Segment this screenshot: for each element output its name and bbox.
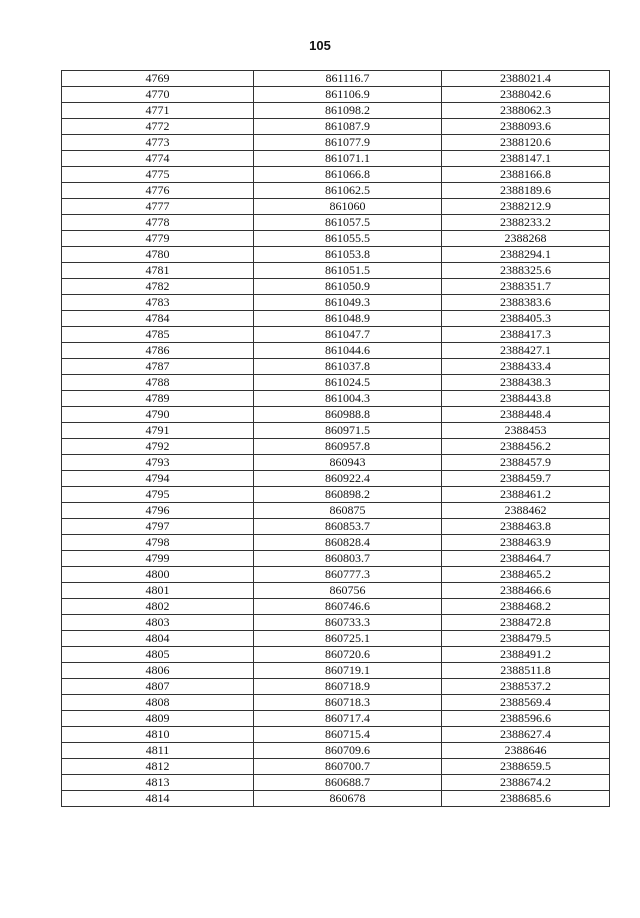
table-row <box>62 311 610 327</box>
table-row <box>62 599 610 615</box>
table-row <box>62 103 610 119</box>
y-coordinate-cell: 2388463.9 <box>442 535 610 551</box>
point-number-cell: 4783 <box>62 295 254 311</box>
x-coordinate-cell: 861051.5 <box>254 263 442 279</box>
y-coordinate-cell: 2388627.4 <box>442 727 610 743</box>
point-number-cell: 4785 <box>62 327 254 343</box>
table-row <box>62 727 610 743</box>
table-row <box>62 615 610 631</box>
x-coordinate-cell: 861053.8 <box>254 247 442 263</box>
table-row <box>62 135 610 151</box>
coordinates-table <box>61 70 610 807</box>
x-coordinate-cell: 861050.9 <box>254 279 442 295</box>
x-coordinate-cell: 861087.9 <box>254 119 442 135</box>
x-coordinate-cell: 860853.7 <box>254 519 442 535</box>
table-row <box>62 551 610 567</box>
table-row <box>62 279 610 295</box>
point-number-cell: 4776 <box>62 183 254 199</box>
point-number-cell: 4778 <box>62 215 254 231</box>
table-row <box>62 663 610 679</box>
point-number-cell: 4779 <box>62 231 254 247</box>
x-coordinate-cell: 860756 <box>254 583 442 599</box>
point-number-cell: 4808 <box>62 695 254 711</box>
point-number-cell: 4807 <box>62 679 254 695</box>
y-coordinate-cell: 2388294.1 <box>442 247 610 263</box>
point-number-cell: 4793 <box>62 455 254 471</box>
y-coordinate-cell: 2388472.8 <box>442 615 610 631</box>
point-number-cell: 4804 <box>62 631 254 647</box>
x-coordinate-cell: 860709.6 <box>254 743 442 759</box>
x-coordinate-cell: 860700.7 <box>254 759 442 775</box>
point-number-cell: 4787 <box>62 359 254 375</box>
y-coordinate-cell: 2388443.8 <box>442 391 610 407</box>
x-coordinate-cell: 861106.9 <box>254 87 442 103</box>
table-row <box>62 471 610 487</box>
x-coordinate-cell: 860718.3 <box>254 695 442 711</box>
x-coordinate-cell: 861048.9 <box>254 311 442 327</box>
y-coordinate-cell: 2388491.2 <box>442 647 610 663</box>
table-row <box>62 407 610 423</box>
x-coordinate-cell: 861116.7 <box>254 71 442 87</box>
table-row <box>62 519 610 535</box>
y-coordinate-cell: 2388433.4 <box>442 359 610 375</box>
y-coordinate-cell: 2388479.5 <box>442 631 610 647</box>
table-row <box>62 71 610 87</box>
table-row <box>62 391 610 407</box>
x-coordinate-cell: 861060 <box>254 199 442 215</box>
y-coordinate-cell: 2388468.2 <box>442 599 610 615</box>
table-row <box>62 583 610 599</box>
point-number-cell: 4771 <box>62 103 254 119</box>
x-coordinate-cell: 861047.7 <box>254 327 442 343</box>
table-row <box>62 711 610 727</box>
y-coordinate-cell: 2388448.4 <box>442 407 610 423</box>
y-coordinate-cell: 2388021.4 <box>442 71 610 87</box>
y-coordinate-cell: 2388461.2 <box>442 487 610 503</box>
page-number: 105 <box>309 38 331 53</box>
x-coordinate-cell: 860875 <box>254 503 442 519</box>
table-row <box>62 775 610 791</box>
point-number-cell: 4803 <box>62 615 254 631</box>
y-coordinate-cell: 2388462 <box>442 503 610 519</box>
y-coordinate-cell: 2388325.6 <box>442 263 610 279</box>
table-row <box>62 167 610 183</box>
x-coordinate-cell: 861044.6 <box>254 343 442 359</box>
y-coordinate-cell: 2388042.6 <box>442 87 610 103</box>
x-coordinate-cell: 861024.5 <box>254 375 442 391</box>
point-number-cell: 4799 <box>62 551 254 567</box>
y-coordinate-cell: 2388457.9 <box>442 455 610 471</box>
y-coordinate-cell: 2388456.2 <box>442 439 610 455</box>
table-row <box>62 247 610 263</box>
x-coordinate-cell: 860898.2 <box>254 487 442 503</box>
y-coordinate-cell: 2388674.2 <box>442 775 610 791</box>
y-coordinate-cell: 2388351.7 <box>442 279 610 295</box>
point-number-cell: 4781 <box>62 263 254 279</box>
y-coordinate-cell: 2388405.3 <box>442 311 610 327</box>
table-row <box>62 679 610 695</box>
table-row <box>62 647 610 663</box>
x-coordinate-cell: 860719.1 <box>254 663 442 679</box>
x-coordinate-cell: 860725.1 <box>254 631 442 647</box>
point-number-cell: 4806 <box>62 663 254 679</box>
y-coordinate-cell: 2388466.6 <box>442 583 610 599</box>
y-coordinate-cell: 2388646 <box>442 743 610 759</box>
table-row <box>62 487 610 503</box>
x-coordinate-cell: 861066.8 <box>254 167 442 183</box>
x-coordinate-cell: 861062.5 <box>254 183 442 199</box>
point-number-cell: 4775 <box>62 167 254 183</box>
point-number-cell: 4796 <box>62 503 254 519</box>
point-number-cell: 4810 <box>62 727 254 743</box>
y-coordinate-cell: 2388463.8 <box>442 519 610 535</box>
x-coordinate-cell: 860715.4 <box>254 727 442 743</box>
y-coordinate-cell: 2388569.4 <box>442 695 610 711</box>
y-coordinate-cell: 2388062.3 <box>442 103 610 119</box>
x-coordinate-cell: 861098.2 <box>254 103 442 119</box>
point-number-cell: 4795 <box>62 487 254 503</box>
table-row <box>62 743 610 759</box>
x-coordinate-cell: 860718.9 <box>254 679 442 695</box>
point-number-cell: 4814 <box>62 791 254 807</box>
y-coordinate-cell: 2388417.3 <box>442 327 610 343</box>
x-coordinate-cell: 861037.8 <box>254 359 442 375</box>
point-number-cell: 4772 <box>62 119 254 135</box>
y-coordinate-cell: 2388453 <box>442 423 610 439</box>
point-number-cell: 4798 <box>62 535 254 551</box>
point-number-cell: 4800 <box>62 567 254 583</box>
table-row <box>62 759 610 775</box>
table-row <box>62 423 610 439</box>
point-number-cell: 4813 <box>62 775 254 791</box>
table-row <box>62 151 610 167</box>
y-coordinate-cell: 2388120.6 <box>442 135 610 151</box>
x-coordinate-cell: 860777.3 <box>254 567 442 583</box>
table-row <box>62 535 610 551</box>
table-row <box>62 439 610 455</box>
y-coordinate-cell: 2388537.2 <box>442 679 610 695</box>
point-number-cell: 4791 <box>62 423 254 439</box>
x-coordinate-cell: 860957.8 <box>254 439 442 455</box>
table-row <box>62 87 610 103</box>
point-number-cell: 4769 <box>62 71 254 87</box>
x-coordinate-cell: 860988.8 <box>254 407 442 423</box>
x-coordinate-cell: 861071.1 <box>254 151 442 167</box>
y-coordinate-cell: 2388189.6 <box>442 183 610 199</box>
x-coordinate-cell: 860803.7 <box>254 551 442 567</box>
point-number-cell: 4780 <box>62 247 254 263</box>
x-coordinate-cell: 860971.5 <box>254 423 442 439</box>
table-row <box>62 231 610 247</box>
point-number-cell: 4805 <box>62 647 254 663</box>
point-number-cell: 4797 <box>62 519 254 535</box>
y-coordinate-cell: 2388212.9 <box>442 199 610 215</box>
point-number-cell: 4794 <box>62 471 254 487</box>
x-coordinate-cell: 861077.9 <box>254 135 442 151</box>
point-number-cell: 4811 <box>62 743 254 759</box>
point-number-cell: 4789 <box>62 391 254 407</box>
table-row <box>62 119 610 135</box>
table-row <box>62 295 610 311</box>
x-coordinate-cell: 860720.6 <box>254 647 442 663</box>
table-row <box>62 199 610 215</box>
table-row <box>62 791 610 807</box>
x-coordinate-cell: 861049.3 <box>254 295 442 311</box>
y-coordinate-cell: 2388093.6 <box>442 119 610 135</box>
y-coordinate-cell: 2388464.7 <box>442 551 610 567</box>
x-coordinate-cell: 860943 <box>254 455 442 471</box>
x-coordinate-cell: 861004.3 <box>254 391 442 407</box>
point-number-cell: 4770 <box>62 87 254 103</box>
x-coordinate-cell: 860733.3 <box>254 615 442 631</box>
y-coordinate-cell: 2388659.5 <box>442 759 610 775</box>
table-row <box>62 359 610 375</box>
x-coordinate-cell: 860746.6 <box>254 599 442 615</box>
table-row <box>62 183 610 199</box>
table-row <box>62 695 610 711</box>
x-coordinate-cell: 860922.4 <box>254 471 442 487</box>
table-row <box>62 215 610 231</box>
x-coordinate-cell: 861055.5 <box>254 231 442 247</box>
point-number-cell: 4782 <box>62 279 254 295</box>
table-row <box>62 263 610 279</box>
x-coordinate-cell: 861057.5 <box>254 215 442 231</box>
y-coordinate-cell: 2388438.3 <box>442 375 610 391</box>
point-number-cell: 4792 <box>62 439 254 455</box>
point-number-cell: 4812 <box>62 759 254 775</box>
point-number-cell: 4809 <box>62 711 254 727</box>
y-coordinate-cell: 2388685.6 <box>442 791 610 807</box>
point-number-cell: 4774 <box>62 151 254 167</box>
x-coordinate-cell: 860678 <box>254 791 442 807</box>
point-number-cell: 4788 <box>62 375 254 391</box>
point-number-cell: 4777 <box>62 199 254 215</box>
point-number-cell: 4790 <box>62 407 254 423</box>
x-coordinate-cell: 860688.7 <box>254 775 442 791</box>
point-number-cell: 4802 <box>62 599 254 615</box>
x-coordinate-cell: 860828.4 <box>254 535 442 551</box>
x-coordinate-cell: 860717.4 <box>254 711 442 727</box>
point-number-cell: 4801 <box>62 583 254 599</box>
y-coordinate-cell: 2388383.6 <box>442 295 610 311</box>
y-coordinate-cell: 2388511.8 <box>442 663 610 679</box>
coordinates-table-body <box>62 71 610 807</box>
y-coordinate-cell: 2388147.1 <box>442 151 610 167</box>
table-row <box>62 375 610 391</box>
y-coordinate-cell: 2388465.2 <box>442 567 610 583</box>
table-row <box>62 327 610 343</box>
table-row <box>62 455 610 471</box>
y-coordinate-cell: 2388459.7 <box>442 471 610 487</box>
table-row <box>62 343 610 359</box>
point-number-cell: 4784 <box>62 311 254 327</box>
y-coordinate-cell: 2388166.8 <box>442 167 610 183</box>
y-coordinate-cell: 2388233.2 <box>442 215 610 231</box>
table-row <box>62 503 610 519</box>
y-coordinate-cell: 2388596.6 <box>442 711 610 727</box>
y-coordinate-cell: 2388268 <box>442 231 610 247</box>
point-number-cell: 4773 <box>62 135 254 151</box>
table-row <box>62 567 610 583</box>
y-coordinate-cell: 2388427.1 <box>442 343 610 359</box>
point-number-cell: 4786 <box>62 343 254 359</box>
table-row <box>62 631 610 647</box>
